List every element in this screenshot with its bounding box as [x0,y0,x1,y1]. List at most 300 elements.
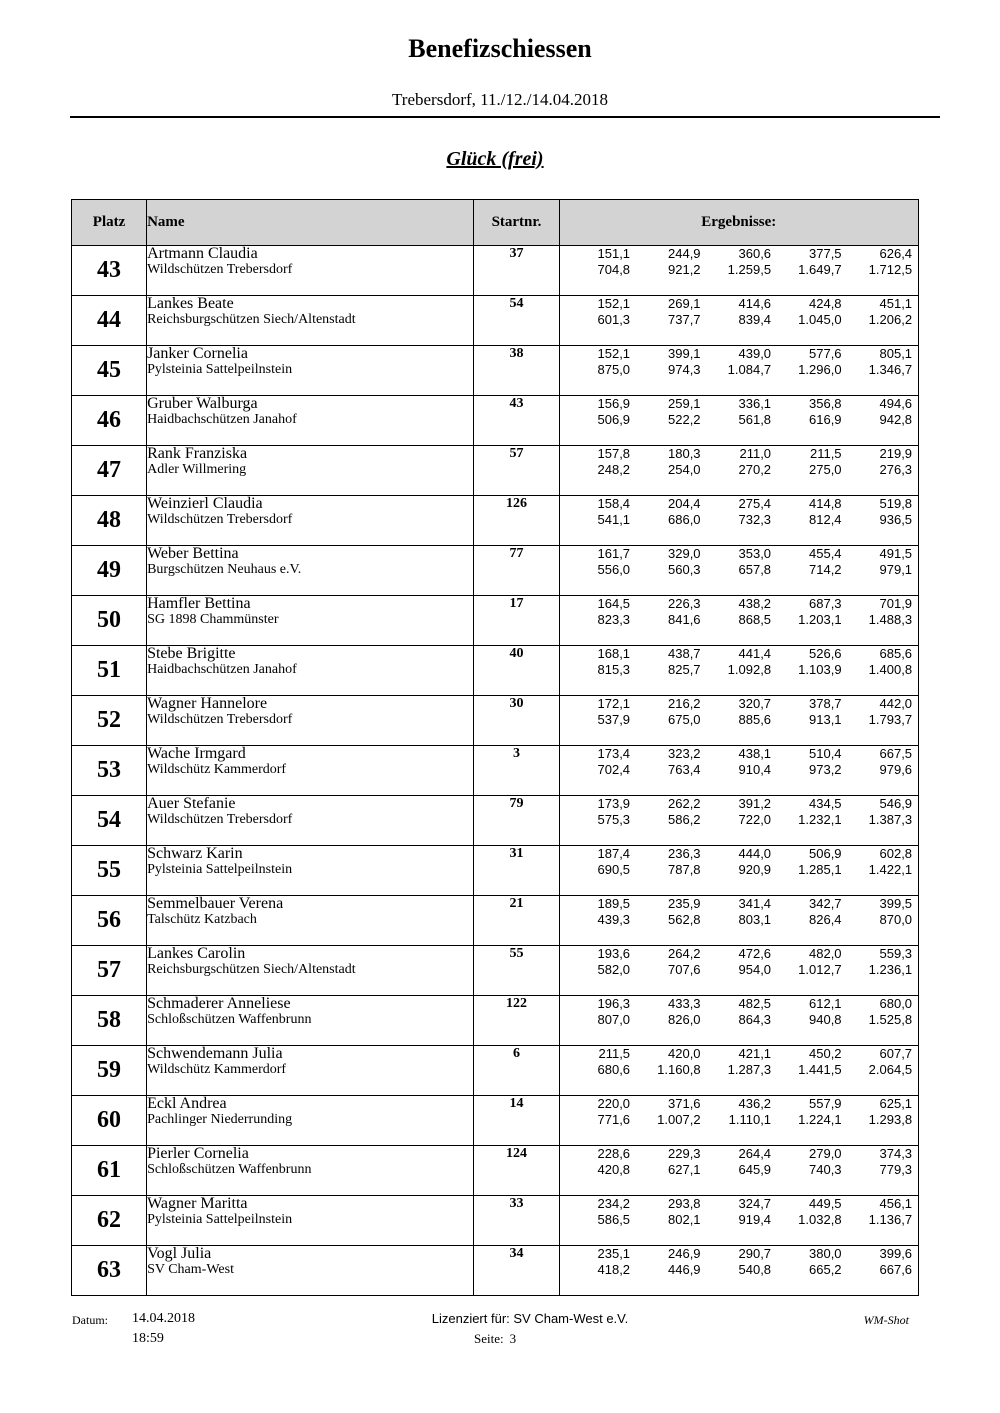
result-value: 290,7 [738,1246,772,1261]
results-line-1 [560,1096,918,1112]
table-row [72,1146,919,1196]
results-line-2 [560,912,918,928]
result-value: 1.084,7 [727,362,772,377]
start-number-cell: 79 [474,796,559,846]
result-value: 450,2 [809,1046,842,1061]
page-number: 3 [509,1331,517,1346]
club-name: Talschütz Katzbach [147,912,257,927]
club-name: Wildschützen Trebersdorf [147,512,293,527]
table-row [72,396,919,446]
result-value: 433,3 [668,996,701,1011]
result-value: 1.232,1 [798,812,842,827]
result-value: 667,6 [879,1262,913,1277]
result-value: 451,1 [879,296,913,311]
start-number-cell: 30 [474,696,559,746]
club-name: Reichsburgschützen Siech/Altenstadt [147,962,356,977]
rank-cell: 52 [72,696,147,746]
result-value: 559,3 [879,946,913,961]
start-number-cell: 37 [474,246,559,296]
results-line-2 [560,962,918,978]
results-line-1 [560,796,918,812]
section-title: Glück (frei) [446,148,544,170]
start-number-cell: 77 [474,546,559,596]
shooter-name: Hamfler Bettina [147,595,251,612]
result-value: 1.259,5 [727,262,772,277]
results-cell [559,696,918,746]
club-name: Haidbachschützen Janahof [147,412,297,427]
page-indicator [474,1331,516,1347]
results-line-1 [560,546,918,562]
page-label: Seite: [474,1331,504,1346]
result-value: 439,0 [738,346,772,361]
result-value: 645,9 [738,1162,772,1177]
result-value: 187,4 [597,846,631,861]
result-value: 870,0 [879,912,913,927]
results-line-2 [560,762,918,778]
result-value: 438,1 [738,746,772,761]
result-value: 910,4 [738,762,772,777]
results-cell [559,1246,918,1296]
result-value: 680,0 [879,996,913,1011]
result-value: 360,6 [738,246,772,261]
results-line-2 [560,562,918,578]
license-note: Lizenziert für: SV Cham-West e.V. [431,1311,629,1326]
shooter-name: Auer Stefanie [147,795,236,812]
results-line-1 [560,596,918,612]
result-value: 704,8 [597,262,631,277]
result-value: 546,9 [879,796,913,811]
shooter-name: Schwendemann Julia [147,1045,283,1062]
result-value: 2.064,5 [868,1062,913,1077]
table-row [72,246,919,296]
table-row [72,346,919,396]
result-value: 323,2 [668,746,701,761]
result-value: 414,6 [738,296,772,311]
results-table [71,199,919,1296]
name-cell [147,796,474,846]
results-line-2 [560,512,918,528]
result-value: 482,5 [738,996,772,1011]
result-value: 616,9 [809,412,842,427]
result-value: 164,5 [597,596,631,611]
name-cell [147,996,474,1046]
result-value: 180,3 [668,446,701,461]
club-name: Haidbachschützen Janahof [147,662,297,677]
rank-cell: 63 [72,1246,147,1296]
result-value: 193,6 [597,946,631,961]
result-value: 839,4 [738,312,772,327]
table-row [72,446,919,496]
result-value: 826,4 [809,912,842,927]
result-value: 275,4 [738,496,772,511]
start-number-cell: 54 [474,296,559,346]
result-value: 438,2 [738,596,772,611]
results-line-2 [560,1062,918,1078]
shooter-name: Pierler Cornelia [147,1145,249,1162]
results-line-1 [560,996,918,1012]
result-value: 421,1 [738,1046,772,1061]
result-value: 158,4 [597,496,631,511]
result-value: 293,8 [668,1196,701,1211]
result-value: 439,3 [597,912,631,927]
club-name: Wildschützen Trebersdorf [147,812,293,827]
results-cell [559,1046,918,1096]
rank-cell: 48 [72,496,147,546]
result-value: 269,1 [668,296,701,311]
name-cell [147,396,474,446]
result-value: 211,5 [809,446,842,461]
result-value: 264,2 [668,946,701,961]
results-line-1 [560,346,918,362]
result-value: 211,0 [739,446,772,461]
result-value: 510,4 [809,746,842,761]
result-value: 1.160,8 [657,1062,701,1077]
result-value: 575,3 [597,812,631,827]
result-value: 665,2 [809,1262,842,1277]
result-value: 151,1 [597,246,631,261]
rank-cell: 51 [72,646,147,696]
result-value: 557,9 [809,1096,842,1111]
result-value: 420,0 [668,1046,701,1061]
result-value: 607,7 [879,1046,913,1061]
results-cell [559,1196,918,1246]
result-value: 506,9 [809,846,842,861]
result-value: 254,0 [668,462,701,477]
result-value: 868,5 [738,612,772,627]
result-value: 494,6 [879,396,913,411]
header-name: Name [147,200,474,246]
results-line-1 [560,1196,918,1212]
result-value: 1.441,5 [798,1062,842,1077]
results-line-1 [560,496,918,512]
result-value: 826,0 [668,1012,701,1027]
club-name: Burgschützen Neuhaus e.V. [147,562,302,577]
result-value: 152,1 [597,296,631,311]
start-number-cell: 124 [474,1146,559,1196]
result-value: 259,1 [668,396,701,411]
result-value: 1.649,7 [798,262,842,277]
result-value: 612,1 [809,996,842,1011]
result-value: 204,4 [668,496,701,511]
result-value: 248,2 [597,462,631,477]
results-line-1 [560,246,918,262]
result-value: 1.712,5 [868,262,913,277]
result-value: 235,1 [597,1246,631,1261]
club-name: Schloßschützen Waffenbrunn [147,1012,312,1027]
result-value: 560,3 [668,562,701,577]
result-value: 841,6 [668,612,701,627]
name-cell [147,696,474,746]
start-number-cell: 14 [474,1096,559,1146]
result-value: 264,4 [738,1146,772,1161]
header-results: Ergebnisse: [559,200,918,246]
club-name: SG 1898 Chammünster [147,612,279,627]
results-cell [559,496,918,546]
result-value: 626,4 [879,246,913,261]
rank-cell: 45 [72,346,147,396]
result-value: 701,9 [879,596,913,611]
result-value: 1.400,8 [868,662,913,677]
result-value: 690,5 [597,862,631,877]
table-header-row [72,200,919,246]
results-line-2 [560,412,918,428]
date-label: Datum: [72,1313,108,1327]
club-name: Schloßschützen Waffenbrunn [147,1162,312,1177]
table-row [72,1196,919,1246]
result-value: 189,5 [597,896,631,911]
results-line-1 [560,746,918,762]
rank-cell: 53 [72,746,147,796]
result-value: 1.136,7 [868,1212,913,1227]
result-value: 771,6 [597,1112,631,1127]
result-value: 979,6 [879,762,913,777]
results-line-1 [560,396,918,412]
document-title: Benefizschiessen [408,34,592,63]
rank-cell: 57 [72,946,147,996]
rank-cell: 55 [72,846,147,896]
result-value: 519,8 [879,496,913,511]
result-value: 540,8 [738,1262,772,1277]
results-body [72,246,919,1296]
print-time: 18:59 [132,1331,164,1346]
club-name: Reichsburgschützen Siech/Altenstadt [147,312,356,327]
result-value: 324,7 [738,1196,772,1211]
result-value: 586,2 [668,812,701,827]
results-cell [559,796,918,846]
result-value: 1.007,2 [657,1112,701,1127]
club-name: Wildschützen Trebersdorf [147,712,293,727]
rank-cell: 59 [72,1046,147,1096]
shooter-name: Stebe Brigitte [147,645,236,662]
result-value: 1.103,9 [798,662,842,677]
rank-cell: 62 [72,1196,147,1246]
result-value: 526,6 [809,646,842,661]
table-row [72,1046,919,1096]
result-value: 627,1 [668,1162,701,1177]
result-value: 763,4 [668,762,701,777]
result-value: 157,8 [597,446,631,461]
result-value: 913,1 [809,712,842,727]
event-subtitle: Trebersdorf, 11./12./14.04.2018 [392,90,608,109]
results-line-2 [560,1162,918,1178]
start-number-cell: 31 [474,846,559,896]
results-cell [559,746,918,796]
club-name: SV Cham-West [147,1262,234,1277]
table-row [72,646,919,696]
table-row [72,1246,919,1296]
result-value: 279,0 [809,1146,842,1161]
result-value: 864,3 [738,1012,772,1027]
name-cell [147,296,474,346]
result-value: 823,3 [597,612,631,627]
result-value: 380,0 [809,1246,842,1261]
result-value: 1.793,7 [868,712,913,727]
result-value: 156,9 [597,396,631,411]
results-line-1 [560,1146,918,1162]
result-value: 1.206,2 [868,312,913,327]
results-line-2 [560,812,918,828]
start-number-cell: 21 [474,896,559,946]
result-value: 1.488,3 [868,612,913,627]
result-value: 276,3 [879,462,913,477]
result-value: 320,7 [738,696,772,711]
result-value: 219,9 [879,446,913,461]
table-row [72,696,919,746]
result-value: 825,7 [668,662,701,677]
result-value: 740,3 [809,1162,842,1177]
result-value: 275,0 [809,462,842,477]
results-line-1 [560,896,918,912]
name-cell [147,596,474,646]
result-value: 802,1 [668,1212,701,1227]
result-value: 875,0 [597,362,631,377]
results-cell [559,346,918,396]
results-cell [559,596,918,646]
result-value: 234,2 [597,1196,631,1211]
results-cell [559,646,918,696]
result-value: 353,0 [738,546,772,561]
result-value: 685,6 [879,646,913,661]
result-value: 919,4 [738,1212,772,1227]
club-name: Adler Willmering [147,462,247,477]
header-platz: Platz [72,200,147,246]
results-line-1 [560,846,918,862]
result-value: 168,1 [597,646,631,661]
results-line-2 [560,262,918,278]
result-value: 399,5 [879,896,913,911]
club-name: Pylsteinia Sattelpeilnstein [147,1212,293,1227]
result-value: 152,1 [597,346,631,361]
result-value: 244,9 [668,246,701,261]
rank-cell: 46 [72,396,147,446]
result-value: 714,2 [809,562,842,577]
result-value: 815,3 [597,662,631,677]
result-value: 812,4 [809,512,842,527]
table-row [72,496,919,546]
result-value: 444,0 [738,846,772,861]
result-value: 675,0 [668,712,701,727]
result-value: 667,5 [879,746,913,761]
result-value: 441,4 [738,646,772,661]
rank-cell: 49 [72,546,147,596]
table-row [72,996,919,1046]
result-value: 482,0 [809,946,842,961]
name-cell [147,646,474,696]
result-value: 220,0 [597,1096,631,1111]
result-value: 436,2 [738,1096,772,1111]
rank-cell: 43 [72,246,147,296]
results-line-1 [560,946,918,962]
result-value: 414,8 [809,496,842,511]
results-line-2 [560,312,918,328]
result-value: 807,0 [597,1012,631,1027]
name-cell [147,746,474,796]
results-cell [559,1096,918,1146]
shooter-name: Wache Irmgard [147,745,246,762]
result-value: 1.032,8 [798,1212,842,1227]
results-line-2 [560,662,918,678]
name-cell [147,1246,474,1296]
shooter-name: Gruber Walburga [147,395,258,412]
result-value: 1.293,8 [868,1112,913,1127]
result-value: 211,5 [598,1046,631,1061]
start-number-cell: 57 [474,446,559,496]
results-cell [559,396,918,446]
start-number-cell: 3 [474,746,559,796]
result-value: 602,8 [879,846,913,861]
result-value: 399,1 [668,346,701,361]
table-row [72,846,919,896]
result-value: 226,3 [668,596,701,611]
result-value: 216,2 [668,696,701,711]
result-value: 562,8 [668,912,701,927]
results-cell [559,1146,918,1196]
results-line-2 [560,1012,918,1028]
result-value: 561,8 [738,412,772,427]
result-value: 586,5 [597,1212,631,1227]
name-cell [147,346,474,396]
result-value: 391,2 [738,796,772,811]
result-value: 172,1 [597,696,631,711]
result-value: 680,6 [597,1062,631,1077]
result-value: 625,1 [879,1096,913,1111]
name-cell [147,896,474,946]
result-value: 246,9 [668,1246,701,1261]
result-value: 1.422,1 [868,862,913,877]
result-value: 1.525,8 [868,1012,913,1027]
name-cell [147,1096,474,1146]
result-value: 270,2 [738,462,772,477]
shooter-name: Wagner Hannelore [147,695,268,712]
result-value: 1.236,1 [868,962,913,977]
start-number-cell: 34 [474,1246,559,1296]
rank-cell: 61 [72,1146,147,1196]
table-row [72,796,919,846]
result-value: 374,3 [879,1146,913,1161]
result-value: 921,2 [668,262,701,277]
shooter-name: Weber Bettina [147,545,239,562]
result-value: 803,1 [738,912,772,927]
result-value: 702,4 [597,762,631,777]
shooter-name: Lankes Carolin [147,945,246,962]
rank-cell: 47 [72,446,147,496]
result-value: 235,9 [668,896,701,911]
name-cell [147,496,474,546]
result-value: 979,1 [879,562,913,577]
table-row [72,1096,919,1146]
result-value: 1.296,0 [798,362,842,377]
shooter-name: Rank Franziska [147,445,248,462]
results-line-2 [560,1262,918,1278]
result-value: 424,8 [809,296,842,311]
result-value: 1.387,3 [868,812,913,827]
result-value: 329,0 [668,546,701,561]
result-value: 455,4 [809,546,842,561]
table-row [72,596,919,646]
result-value: 356,8 [809,396,842,411]
shooter-name: Janker Cornelia [147,345,248,362]
results-line-2 [560,362,918,378]
print-date: 14.04.2018 [132,1311,195,1326]
result-value: 541,1 [597,512,631,527]
rank-cell: 58 [72,996,147,1046]
rank-cell: 60 [72,1096,147,1146]
result-value: 556,0 [597,562,631,577]
results-line-2 [560,1112,918,1128]
result-value: 973,2 [809,762,842,777]
result-value: 456,1 [879,1196,913,1211]
result-value: 506,9 [597,412,631,427]
